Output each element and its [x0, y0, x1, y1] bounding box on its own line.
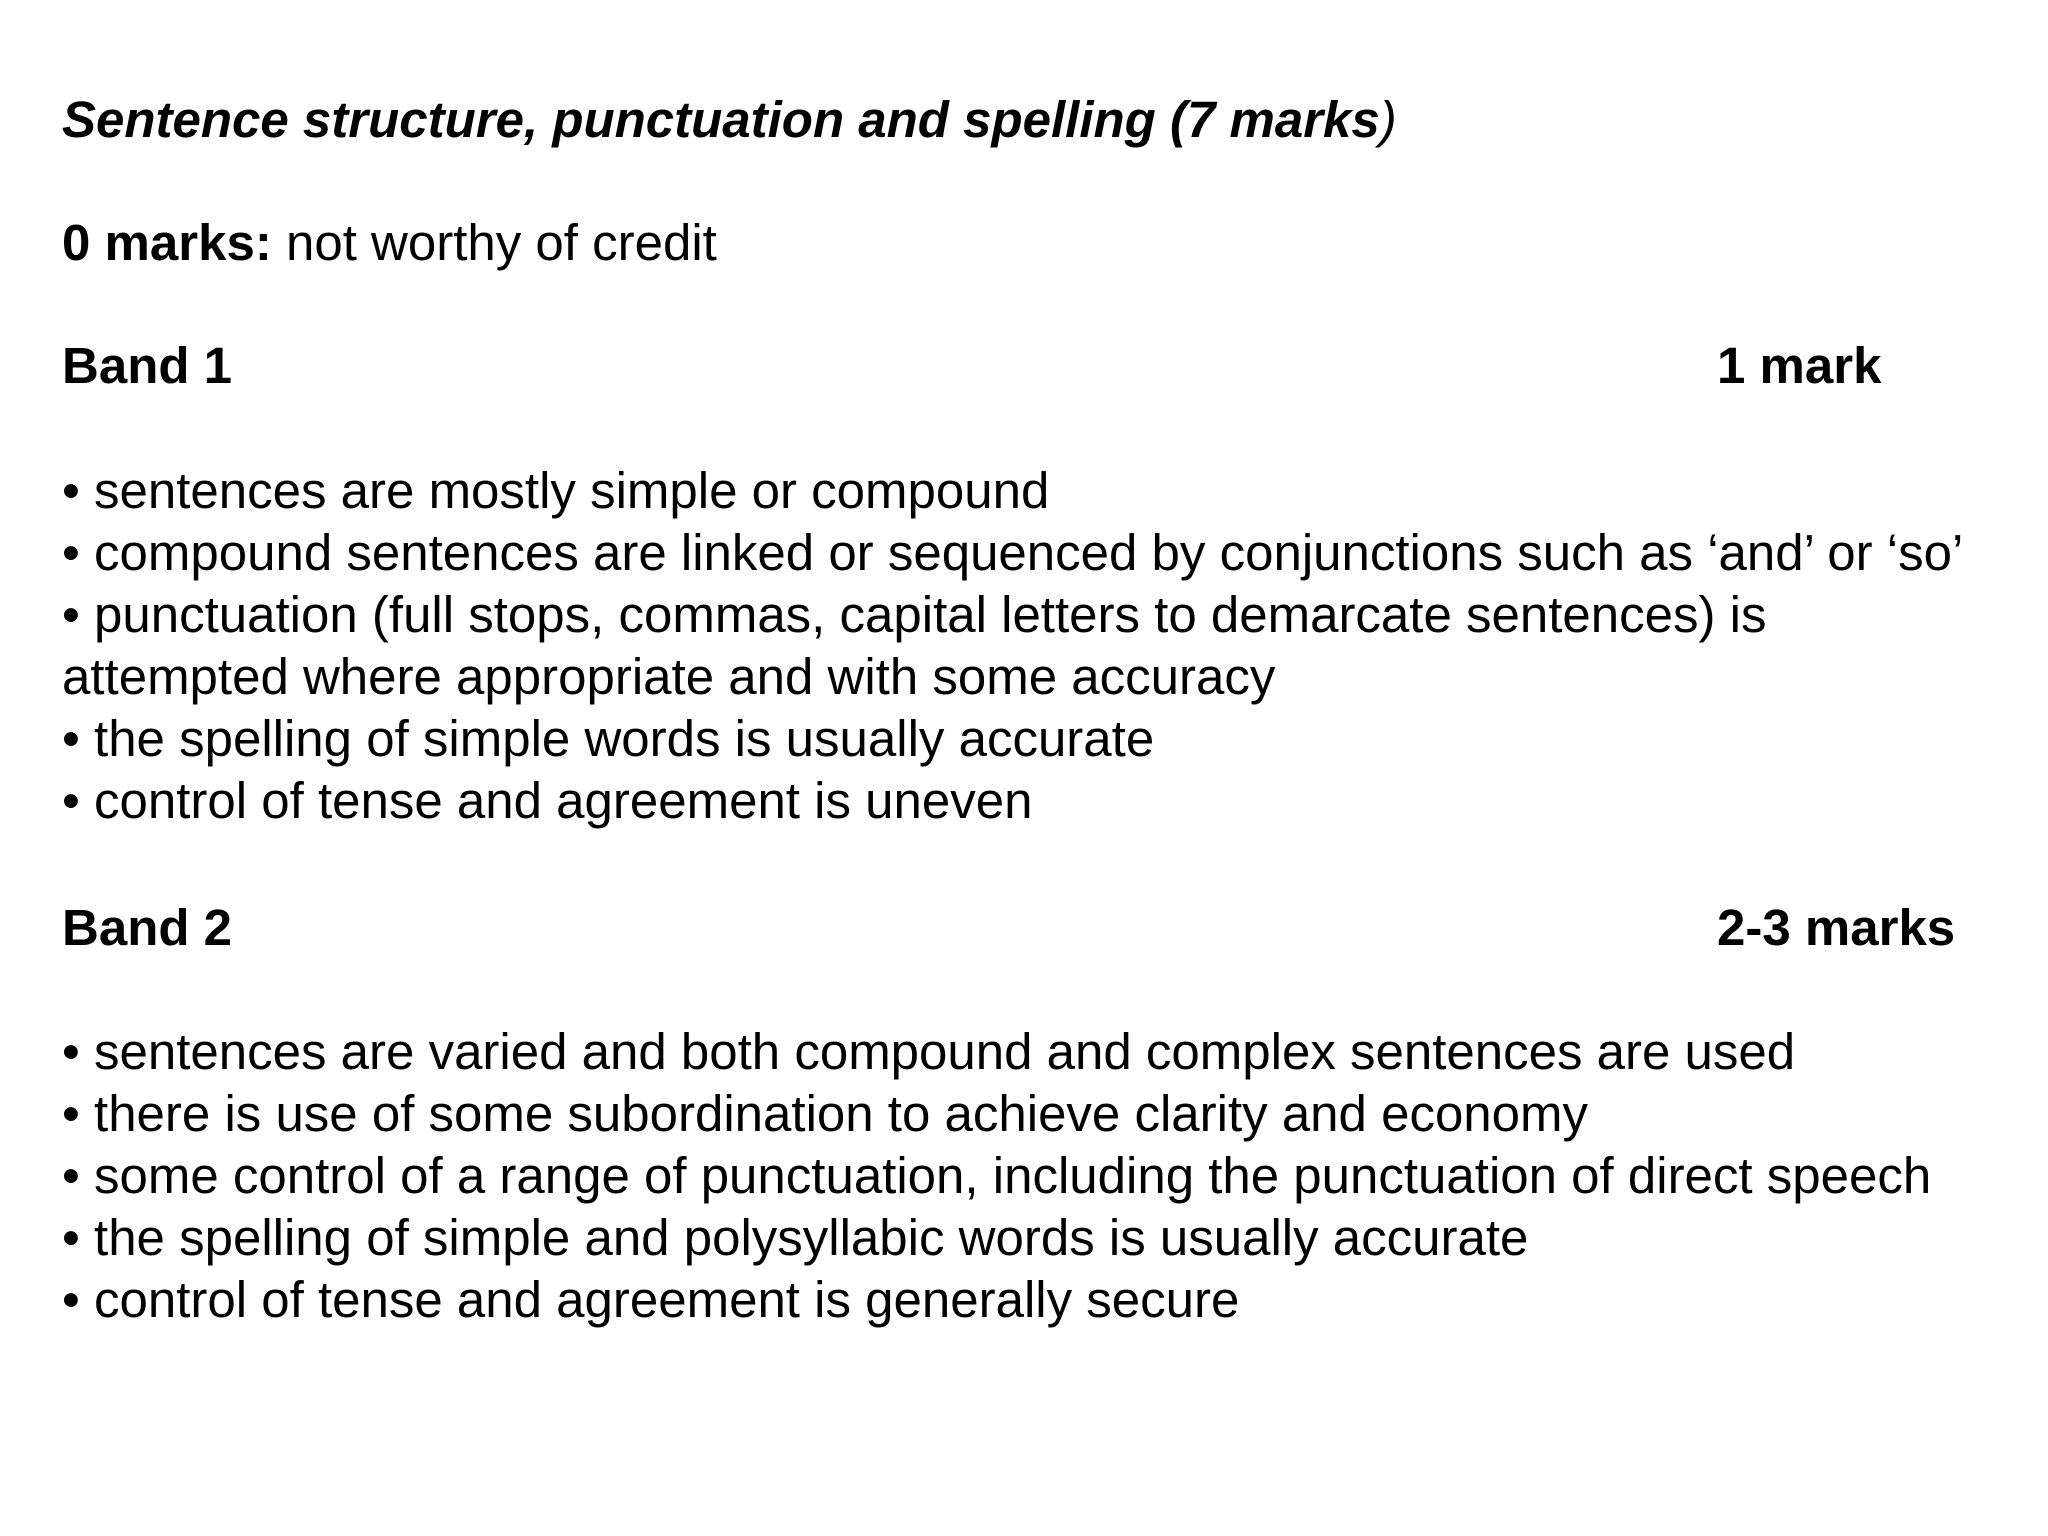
- criteria-item: • the spelling of simple and polysyllabic words is usually accurate: [62, 1209, 1529, 1266]
- band-2-header: [62, 898, 1962, 958]
- band-2-criteria: [62, 1021, 1931, 1331]
- zero-marks-text: not worthy of credit: [271, 214, 717, 271]
- zero-marks-line: [62, 213, 717, 273]
- criteria-item: • compound sentences are linked or sequenced by conjunctions such as ‘and’ or ‘so’: [62, 524, 1964, 581]
- criteria-item: • there is use of some subordination to achieve clarity and economy: [62, 1085, 1589, 1142]
- criteria-item: • punctuation (full stops, commas, capital letters to demarcate sentences) is: [62, 586, 1767, 643]
- band-2-marks: 2-3 marks: [1717, 899, 1956, 956]
- band-2-name: Band 2: [62, 899, 233, 956]
- section-title-close: ): [1379, 91, 1397, 148]
- section-title-text: Sentence structure, punctuation and spelling (7 marks: [62, 91, 1380, 148]
- criteria-item: • sentences are varied and both compound and complex sentences are used: [62, 1023, 1796, 1080]
- criteria-item: • sentences are mostly simple or compound: [62, 462, 1050, 519]
- section-title: [62, 90, 1397, 150]
- criteria-item: • control of tense and agreement is generally secure: [62, 1271, 1240, 1328]
- band-1-header: [62, 336, 1962, 396]
- band-1-criteria: [62, 460, 1963, 832]
- criteria-item: • control of tense and agreement is uneven: [62, 772, 1033, 829]
- criteria-item: • the spelling of simple words is usually accurate: [62, 710, 1155, 767]
- band-1-name: Band 1: [62, 337, 233, 394]
- criteria-item-continuation: attempted where appropriate and with some accuracy: [62, 648, 1276, 705]
- criteria-item: • some control of a range of punctuation, including the punctuation of direct speech: [62, 1147, 1932, 1204]
- band-1-marks: 1 mark: [1717, 337, 1882, 394]
- zero-marks-label: 0 marks:: [62, 214, 272, 271]
